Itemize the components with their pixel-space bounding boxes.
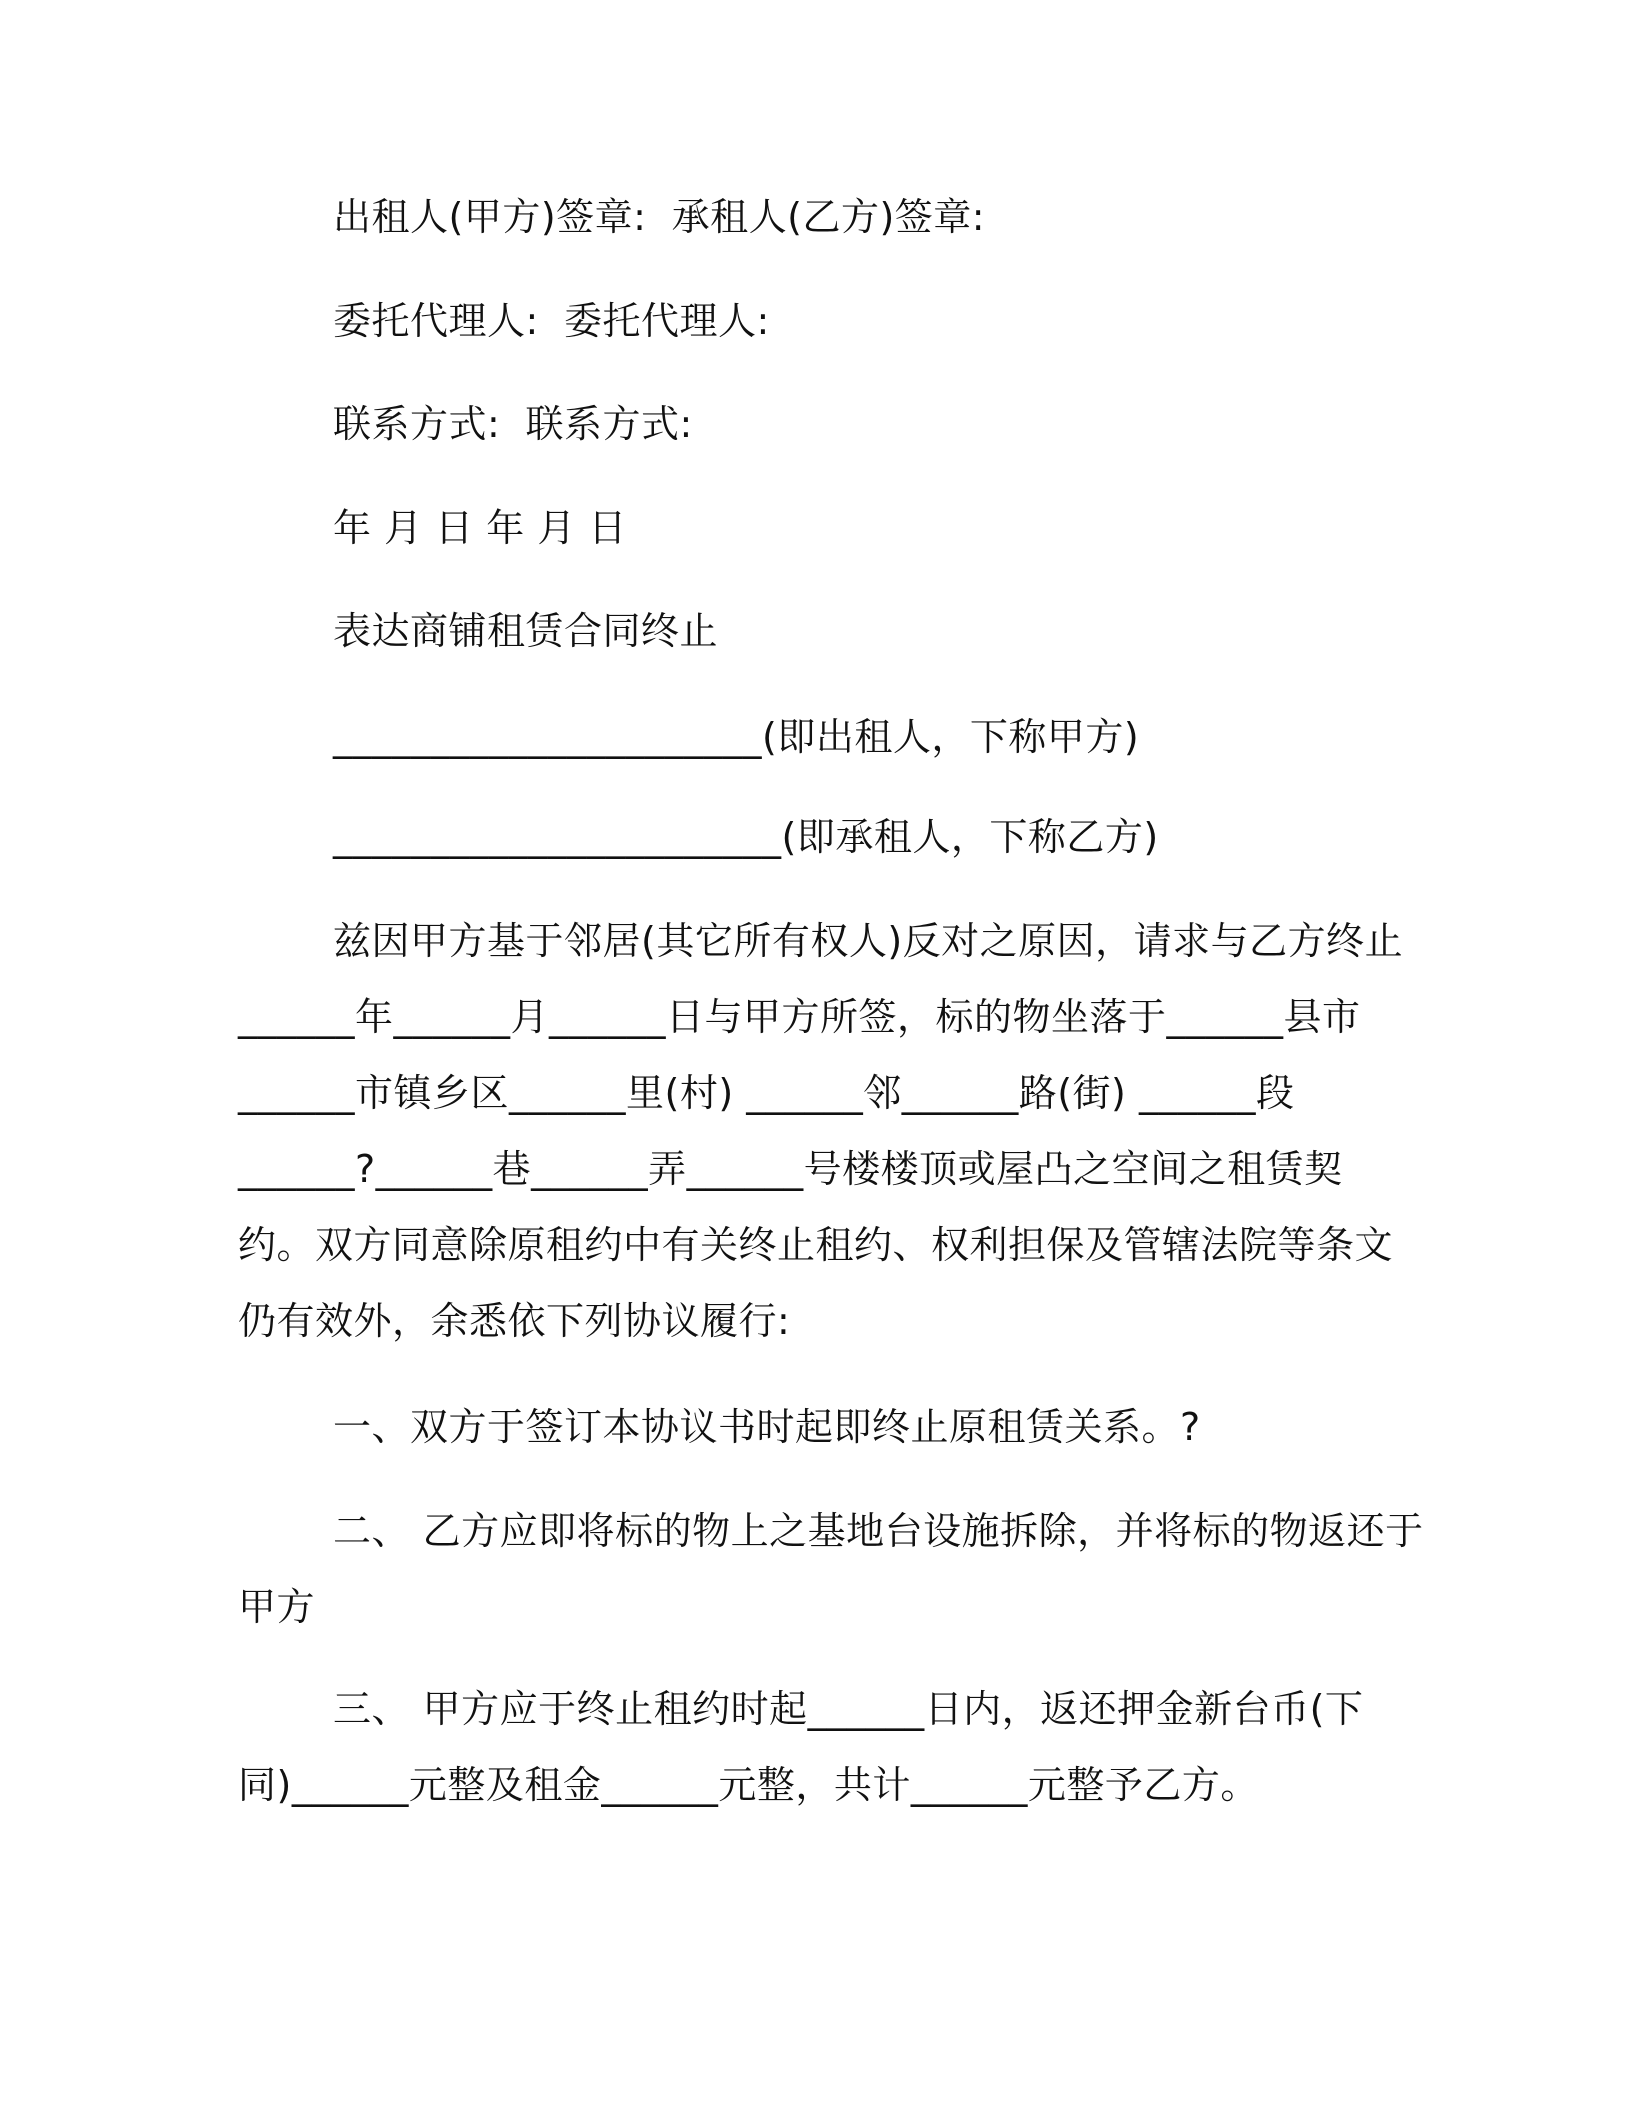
signature-line-agents: 委托代理人: 委托代理人: <box>333 299 770 343</box>
intro-paragraph-line-2: ______年______月______日与甲方所签，标的物坐落于______县市 <box>238 995 1361 1039</box>
signature-line-contacts: 联系方式: 联系方式: <box>333 402 693 446</box>
clause-1: 一、双方于签订本协议书时起即终止原租赁关系。? <box>333 1405 1201 1449</box>
clause-3-line-2: 同)______元整及租金______元整，共计______元整予乙方。 <box>238 1763 1259 1807</box>
party-lessee-line: _______________________(即承租人，下称乙方) <box>333 815 1159 859</box>
party-lessor-line: ______________________(即出租人，下称甲方) <box>333 715 1140 759</box>
signature-line-dates: 年 月 日 年 月 日 <box>333 506 627 550</box>
intro-paragraph-line-6: 仍有效外，余悉依下列协议履行: <box>238 1299 791 1343</box>
intro-paragraph-line-1: 兹因甲方基于邻居(其它所有权人)反对之原因，请求与乙方终止 <box>333 919 1404 963</box>
clause-2-line-1: 二、 乙方应即将标的物上之基地台设施拆除，并将标的物返还于 <box>333 1509 1424 1553</box>
signature-line-signers: 出租人(甲方)签章: 承租人(乙方)签章: <box>333 195 986 239</box>
intro-paragraph-line-3: ______市镇乡区______里(村) ______邻______路(街) ______段 <box>238 1071 1295 1115</box>
intro-paragraph-line-5: 约。双方同意除原租约中有关终止租约、权利担保及管辖法院等条文 <box>238 1223 1394 1267</box>
clause-2-line-2: 甲方 <box>238 1585 316 1629</box>
document-title: 表达商铺租赁合同终止 <box>333 609 719 653</box>
clause-3-line-1: 三、 甲方应于终止租约时起______日内，返还押金新台币(下 <box>333 1687 1364 1731</box>
intro-paragraph-line-4: ______?______巷______弄______号楼楼顶或屋凸之空间之租赁契 <box>238 1147 1343 1191</box>
